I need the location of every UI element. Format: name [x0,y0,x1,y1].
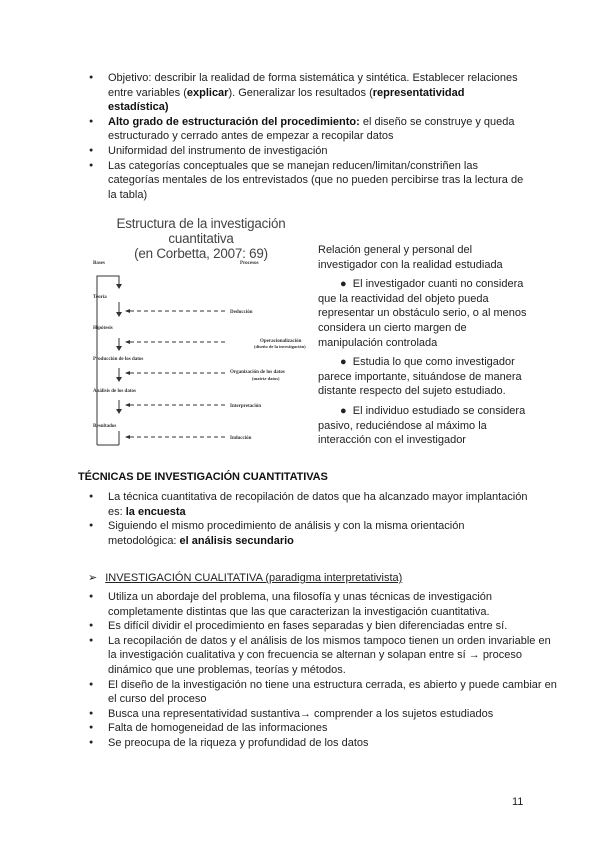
item-bold: Alto grado de estructuración del procedimiento: [108,115,360,128]
section-heading-cualitativa [88,571,402,586]
label-teoria: Teoría [93,295,107,300]
item-bold: representatividad estadística) [108,86,465,114]
tecnicas-list [88,490,528,548]
cualitativa-list [88,590,558,751]
label-organizacion: Organización de los datos [230,370,285,375]
label-hipotesis: Hipótesis [93,326,113,331]
list-item: ● Las categorías conceptuales que se manejan reducen/limitan/constriñen las categorías mentales de los entrevistados (que no pueden percibirse tras la lectura de la tabla) [88,159,528,203]
item-bold: el análisis secundario [179,534,294,547]
bullet-icon: ● [340,278,353,291]
list-item [88,490,528,519]
list-item [88,519,528,548]
list-item: ● Se preocupa de la riqueza y profundidad de los datos [88,736,558,751]
item-text: Objetivo: describir la realidad de forma sistemática y sintética. Establecer relaciones entre variables ( [108,72,518,99]
label-induccion: Inducción [230,436,252,441]
heading-text: INVESTIGACIÓN CUALITATIVA (paradigma interpretativista) [105,572,403,584]
item-text: el diseño se construye y queda estructurado y cerrado antes de empezar a recopilar datos [108,115,515,143]
diagram-notes [318,243,533,453]
note-text: Estudia lo que como investigador parece importante, situándose de manera distante respecto del sujeto estudiado. [318,356,522,398]
list-item: ● El diseño de la investigación no tiene una estructura cerrada, es abierto y puede cambiar en el curso del proceso [88,678,558,707]
label-deduccion: Deducción [230,310,253,315]
page-number: 11 [512,796,524,808]
list-item: ● Uniformidad del instrumento de investigación [88,144,528,159]
diagram-subtitle: (en Corbetta, 2007: 69) [134,246,268,261]
diagram-title-line: Estructura de la investigación cuantitativa [116,216,286,246]
bullet-icon: ● [340,356,353,369]
arrow-bullet-icon: ➢ [88,572,98,584]
item-text: Siguiendo el mismo procedimiento de análisis y con la misma orientación metodológica: [108,520,465,547]
label-operacionalizacion: Operacionalización [260,339,302,344]
label-procesos: Procesos [240,261,259,266]
list-item: ● Falta de homogeneidad de las informaciones [88,721,558,736]
label-diseno: (diseño de la investigación) [254,344,306,349]
list-item: ● Utiliza un abordaje del problema, una filosofía y unas técnicas de investigación completamente distintas que las que caracterizan la investigación cuantitativa. [88,590,558,619]
item-bold: explicar [186,86,229,99]
bullet-icon: ● [340,404,353,417]
label-produccion: Producción de los datos [93,357,144,362]
research-structure-diagram [0,0,320,460]
list-item: ● Es difícil dividir el procedimiento en fases separadas y bien diferenciadas entre sí. [88,619,558,634]
section-heading-tecnicas: TÉCNICAS DE INVESTIGACIÓN CUANTITATIVAS [78,471,328,483]
note-text: El investigador cuanti no considera que la reactividad del objeto pueda representar un obstáculo serio, o al menos considera un cierto margen de manipulación controlada [318,278,527,349]
label-resultados: Resultados [93,424,117,429]
label-bases: Bases [93,261,105,266]
list-item: ● Busca una representatividad sustantiva→ comprender a los sujetos estudiados [88,707,558,722]
note-text: El individuo estudiado se considera pasivo, reduciéndose al máximo la interacción con el investigador [318,404,526,447]
note-item [318,404,533,448]
note-item [318,277,533,350]
label-matriz: (matriz-datos) [252,376,280,381]
label-interpretacion: Interpretación [230,404,262,409]
item-text: La técnica cuantitativa de recopilación de datos que ha alcanzado mayor implantación es: [108,491,528,518]
label-analisis: Análisis de los datos [93,389,136,394]
list-item: ● La recopilación de datos y el análisis de los mismos tampoco tienen un orden invariable en la investigación cualitativa y con frecuencia se alternan y solapan entre sí → proceso dinámico que une problemas, teorías y métodos. [88,634,558,678]
notes-intro: Relación general y personal del investigador con la realidad estudiada [318,244,503,271]
note-item [318,355,533,399]
item-bold: la encuesta [125,505,186,518]
item-text: ). Generalizar los resultados ( [228,86,373,99]
